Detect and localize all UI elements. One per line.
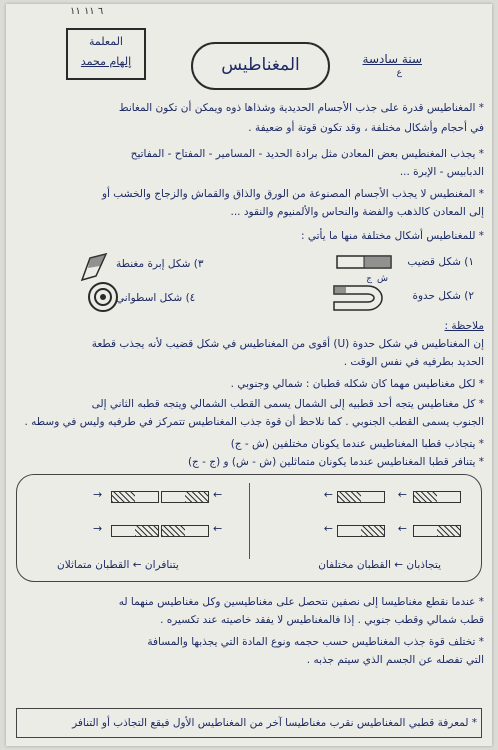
footer-box [16, 708, 482, 738]
pole-s-label: ج [366, 274, 372, 284]
teacher-title: المعلمة [89, 35, 123, 48]
attract-caption: يتجاذبان ← القطبان مختلفان [318, 559, 441, 571]
note-heading: ملاحظة : [444, 320, 484, 332]
magnet-bar [337, 491, 385, 503]
arrow-icon: ← [397, 522, 407, 535]
repel-pair [33, 488, 233, 503]
footer-line: * لمعرفة قطبي المغناطيس نقرب مغناطيسا آخر من المغناطيس الأول فيقع التجاذب أو التنافر [72, 717, 477, 729]
paragraph-line: * يجذب المغنطيس بعض المعادن مثل برادة الحديد - المسامير - المفتاح - المفاتيح [130, 148, 484, 160]
magnet-bar [161, 525, 209, 537]
cylinder-magnet-sketch [86, 280, 120, 314]
paragraph-line: * للمغناطيس أشكال مختلفة منها ما يأتي : [300, 230, 484, 242]
worksheet-page [6, 4, 492, 746]
box-divider [249, 483, 250, 559]
footer-line: * تختلف قوة جذب المغناطيس حسب حجمه ونوع المادة التي يجذبها والمسافة [147, 636, 484, 648]
arrow-icon: ← [323, 488, 333, 501]
paragraph-line: في أحجام وأشكال مختلفة ، وقد تكون قوتة أو ضعيفة . [248, 122, 484, 134]
pole-n-label: ش [377, 274, 388, 284]
arrow-icon: ← [213, 488, 223, 501]
magnet-bar [413, 491, 461, 503]
note-line: الجنوب يسمى القطب الجنوبي . كما نلاحظ أن قوة جذب المغناطيس تتمركز في طرفيه وليس في وسطه . [24, 416, 484, 428]
top-number: ١١ [70, 6, 81, 17]
note-line: الحديد بطرفيه في نفس الوقت . [343, 356, 484, 368]
arrow-icon: ← [213, 522, 223, 535]
teacher-name: إلهام محمد [80, 55, 132, 68]
footer-line: قطب شمالي وقطب جنوبي . إذا فالمغناطيس لا يفقد خاصيته عند تكسيره . [160, 614, 484, 626]
grade-label: سنة سادسة [362, 52, 422, 66]
arrow-icon: ← [397, 488, 407, 501]
note-line: * يتجاذب قطبا المغناطيس عندما يكونان مختلفين (ش - ج) [230, 438, 484, 450]
note-line: * لكل مغناطيس مهما كان شكله قطبان : شمالي وجنوبي . [230, 378, 484, 390]
magnet-bar [161, 491, 209, 503]
attract-pair [265, 488, 465, 503]
attract-pair [265, 522, 465, 537]
paragraph-line: * المغنطيس لا يجذب الأجسام المصنوعة من الورق والذاق والقماش والزجاج والخشب أو [101, 188, 484, 200]
teacher-name-box [66, 28, 146, 80]
horseshoe-magnet-sketch [328, 280, 388, 316]
footer-line: التي تفصله عن الجسم الذي سيتم جذبه . [306, 654, 484, 666]
grade-sub: ع [396, 68, 402, 78]
paragraph-line: الدبابيس - الإبرة ... [399, 166, 484, 178]
magnet-bar [111, 525, 159, 537]
arrow-icon: ← [323, 522, 333, 535]
repel-pair [33, 522, 233, 537]
note-line: إن المغناطيس في شكل حدوة (U) أقوى من المغناطيس في شكل قضيب لأنه يجذب قطعة [91, 338, 484, 350]
arrow-icon: → [93, 488, 103, 501]
page-marks [70, 6, 103, 17]
paragraph-line: إلى المعادن كالذهب والفضة والنحاس والألمنيوم والنقود ... [230, 206, 484, 218]
note-line: * كل مغناطيس يتجه أحد قطبيه إلى الشمال يسمى القطب الشمالي ويتجه قطبه الثاني إلى [91, 398, 484, 410]
note-line: * يتنافر قطبا المغناطيس عندما يكونان متماثلين (ش - ش) و (ج - ج) [187, 456, 484, 468]
top-number: ١١ [83, 6, 95, 17]
magnet-bar [337, 525, 385, 537]
top-number: ٦ [97, 6, 104, 17]
shape-cylinder-label: ٤) شكل اسطواني [116, 292, 196, 304]
magnet-bar [111, 491, 159, 503]
shape-bar-label: ١) شكل قضيب [407, 256, 474, 268]
header [6, 4, 492, 82]
shape-needle-label: ٣) شكل إبرة مغنطة [116, 258, 204, 270]
paragraph-line: * المغناطيس قدرة على جذب الأجسام الحديدية وشذاها ذوه ويمكن أن تكون المغانط [118, 102, 484, 114]
magnet-bar [413, 525, 461, 537]
arrow-icon: → [93, 522, 103, 535]
page-title: المغناطيس [191, 42, 330, 90]
shape-horseshoe-label: ٢) شكل حدوة [412, 290, 474, 302]
poles-diagram-box [16, 474, 482, 582]
footer-line: * عندما نقطع مغناطيسا إلى نصفين نتحصل على مغناطيسين وكل مغناطيس منهما له [118, 596, 484, 608]
repel-caption: يتنافران ← القطبان متماثلان [57, 559, 179, 571]
